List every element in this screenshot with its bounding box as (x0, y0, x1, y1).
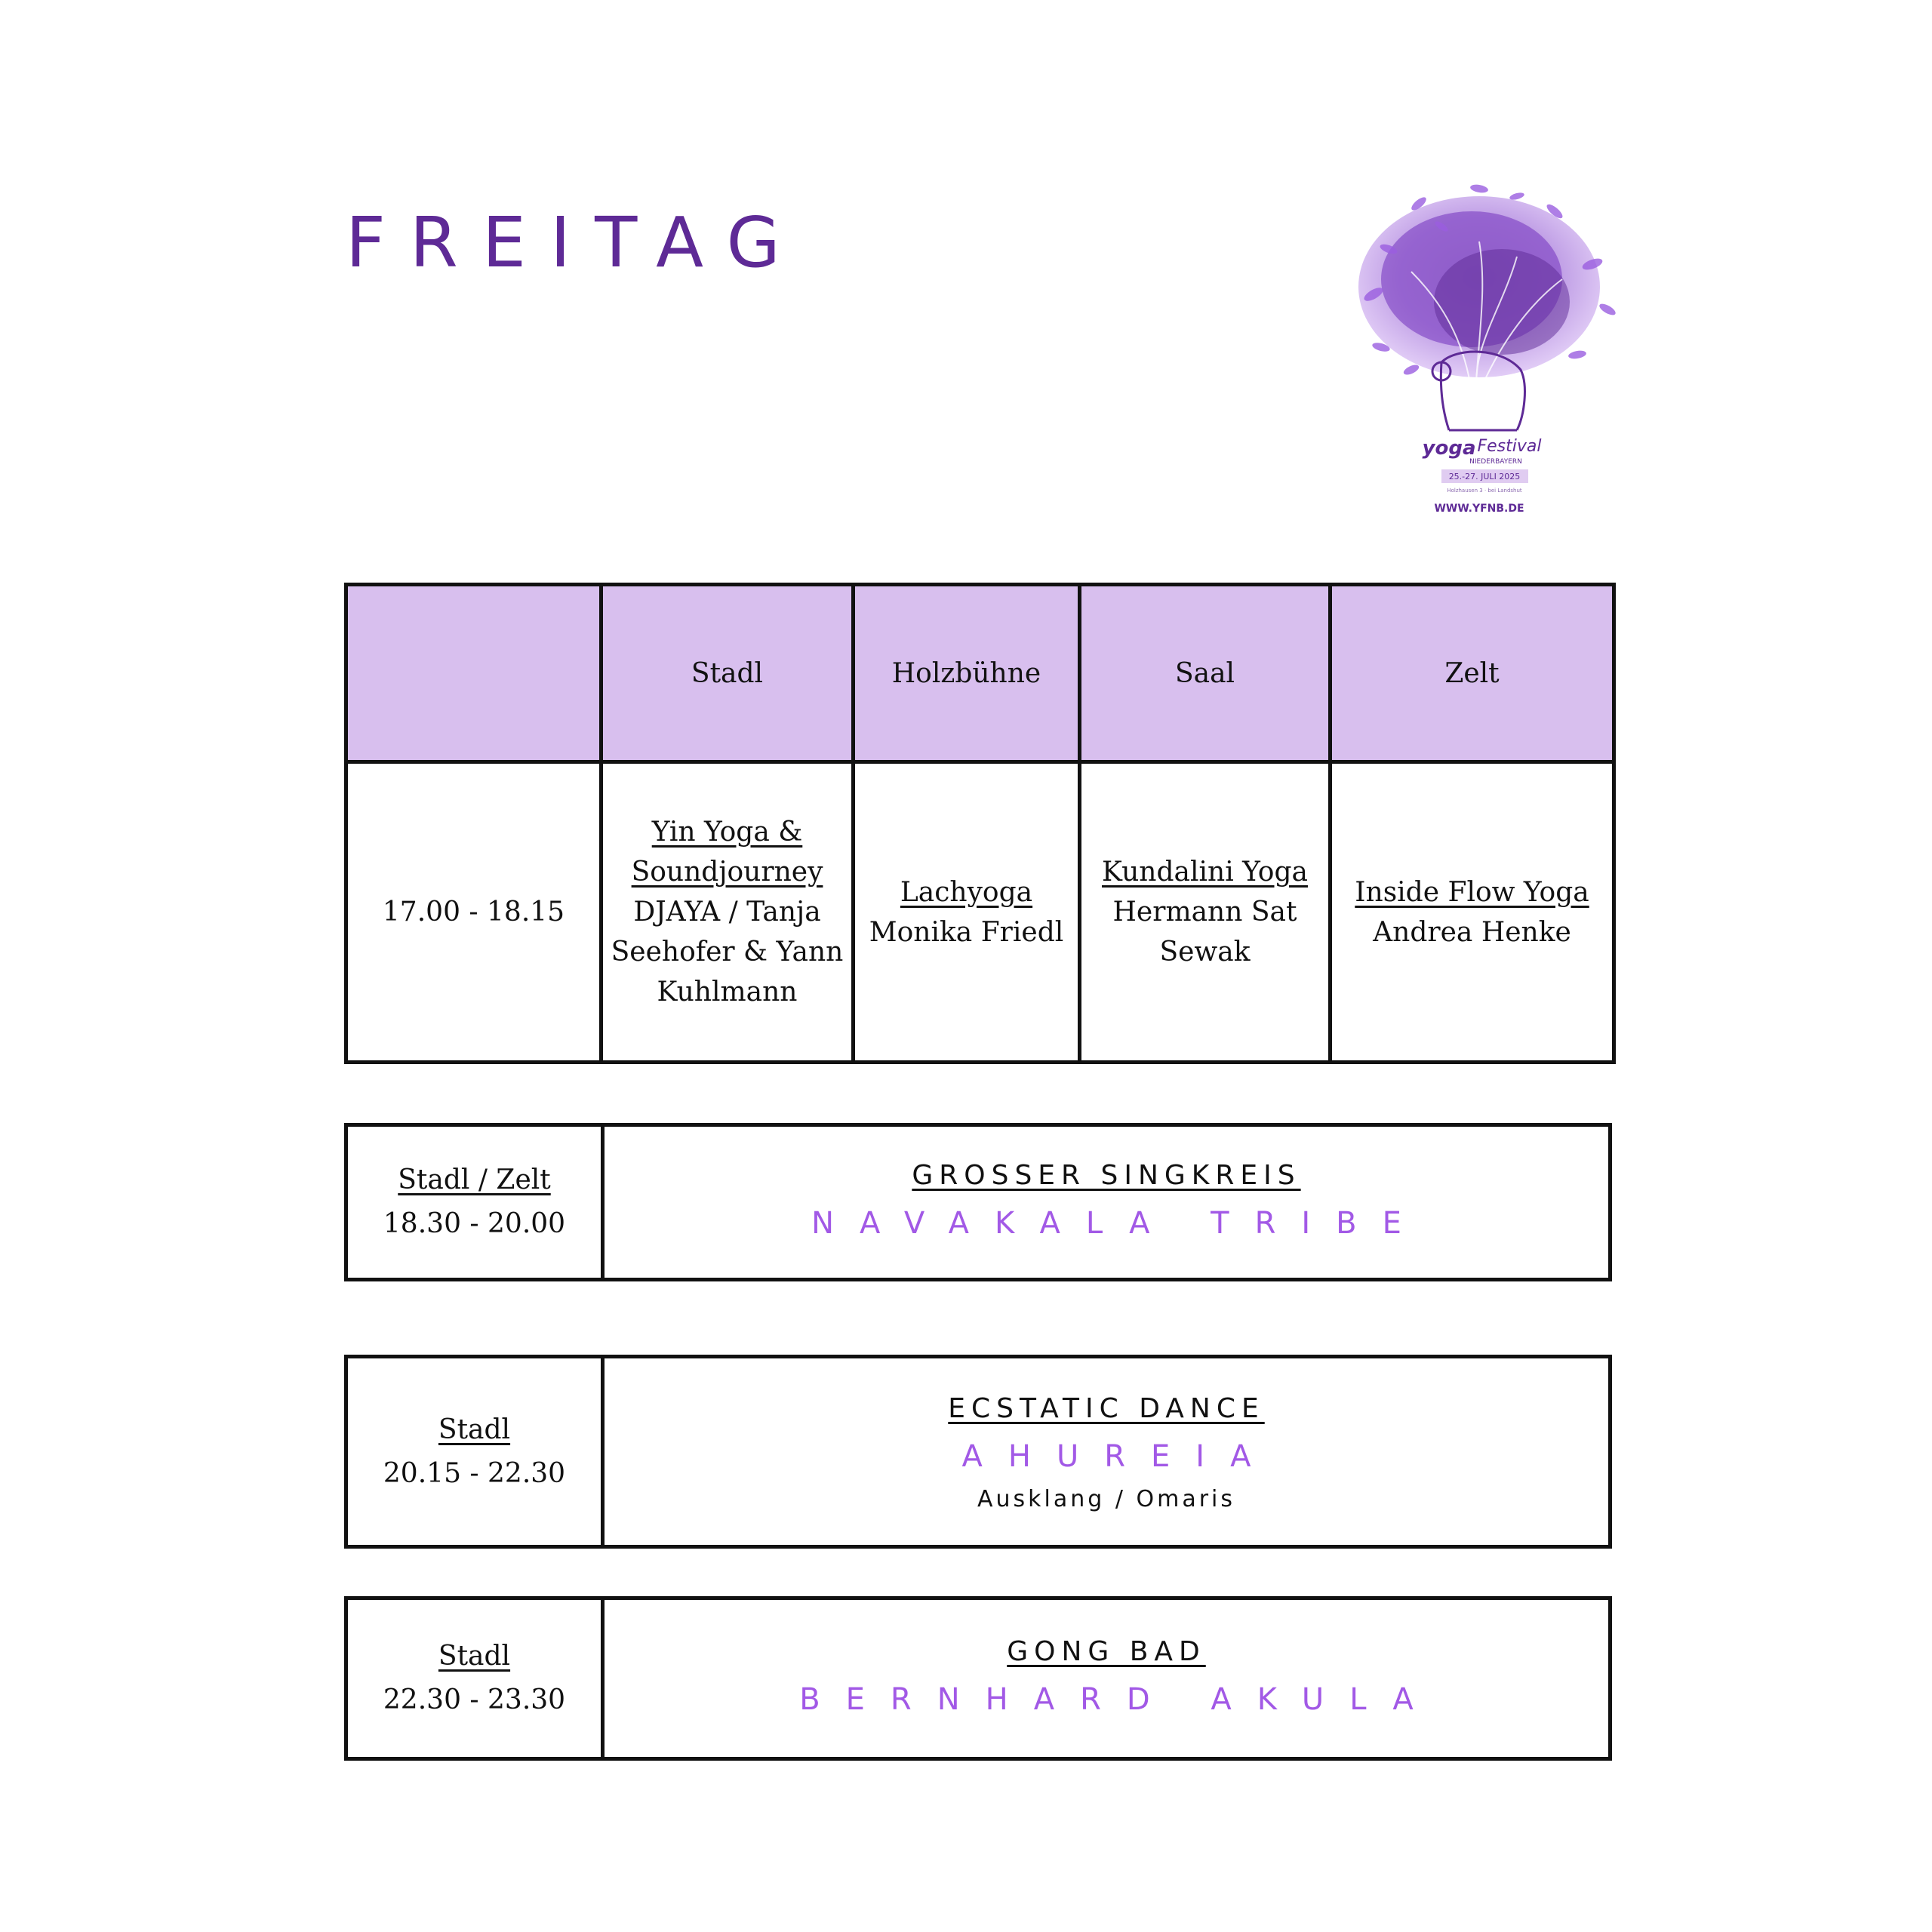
session-people: Hermann Sat Sewak (1112, 897, 1297, 968)
header-cell-zelt: Zelt (1331, 585, 1614, 762)
session-title: Lachyoga (900, 876, 1033, 908)
event-title: GROSSER SINGKREIS (912, 1160, 1301, 1191)
event-location: Stadl / Zelt (398, 1164, 551, 1195)
event-location: Stadl (438, 1414, 511, 1445)
session-cell-zelt (1331, 762, 1614, 1063)
logo-festival-text: Festival (1477, 437, 1542, 456)
festival-logo (1328, 174, 1645, 521)
session-people: DJAYA / Tanja Seehofer & Yann Kuhlmann (611, 897, 844, 1008)
schedule-header-row (346, 585, 1614, 762)
event-box-singkreis (344, 1123, 1612, 1281)
event-location-time (348, 1600, 605, 1757)
event-title: GONG BAD (1007, 1636, 1206, 1667)
logo-dates-text: 25.-27. JULI 2025 (1448, 472, 1521, 481)
header-cell-stadl: Stadl (601, 585, 854, 762)
session-cell-holzbuehne (854, 762, 1080, 1063)
header-cell-time (346, 585, 601, 762)
event-subtitle: Ausklang / Omaris (977, 1485, 1235, 1512)
session-cell-saal (1080, 762, 1331, 1063)
session-time: 17.00 - 18.15 (346, 762, 601, 1063)
table-row (346, 762, 1614, 1063)
event-location-time (348, 1358, 605, 1545)
session-title: Yin Yoga & Soundjourney (631, 817, 823, 888)
logo-location-text: Holzhausen 3 · bei Landshut (1447, 488, 1522, 494)
page-title: FREITAG (346, 202, 804, 283)
session-people: Monika Friedl (869, 916, 1064, 948)
event-artist: BERNHARD AKULA (799, 1682, 1439, 1717)
schedule-table (344, 583, 1616, 1064)
event-title: ECSTATIC DANCE (948, 1392, 1265, 1424)
event-details (605, 1600, 1608, 1757)
event-details (605, 1358, 1608, 1545)
logo-url-text: WWW.YFNB.DE (1434, 503, 1524, 515)
session-cell-stadl (601, 762, 854, 1063)
event-location-time (348, 1127, 605, 1278)
session-title: Inside Flow Yoga (1355, 876, 1589, 908)
event-time: 20.15 - 22.30 (383, 1457, 566, 1489)
logo-region-text: NIEDERBAYERN (1469, 458, 1522, 466)
event-location: Stadl (438, 1641, 511, 1672)
event-time: 22.30 - 23.30 (383, 1684, 566, 1715)
header-cell-saal: Saal (1080, 585, 1331, 762)
event-artist: NAVAKALA TRIBE (811, 1206, 1427, 1241)
header-cell-holzbuehne: Holzbühne (854, 585, 1080, 762)
session-people: Andrea Henke (1373, 916, 1571, 948)
event-artist: AHUREIA (961, 1438, 1277, 1474)
event-box-gong-bad (344, 1596, 1612, 1761)
session-title: Kundalini Yoga (1102, 857, 1308, 888)
event-details (605, 1127, 1608, 1278)
event-box-ecstatic-dance (344, 1355, 1612, 1549)
event-time: 18.30 - 20.00 (383, 1208, 566, 1239)
logo-yoga-text: yoga (1422, 437, 1476, 460)
